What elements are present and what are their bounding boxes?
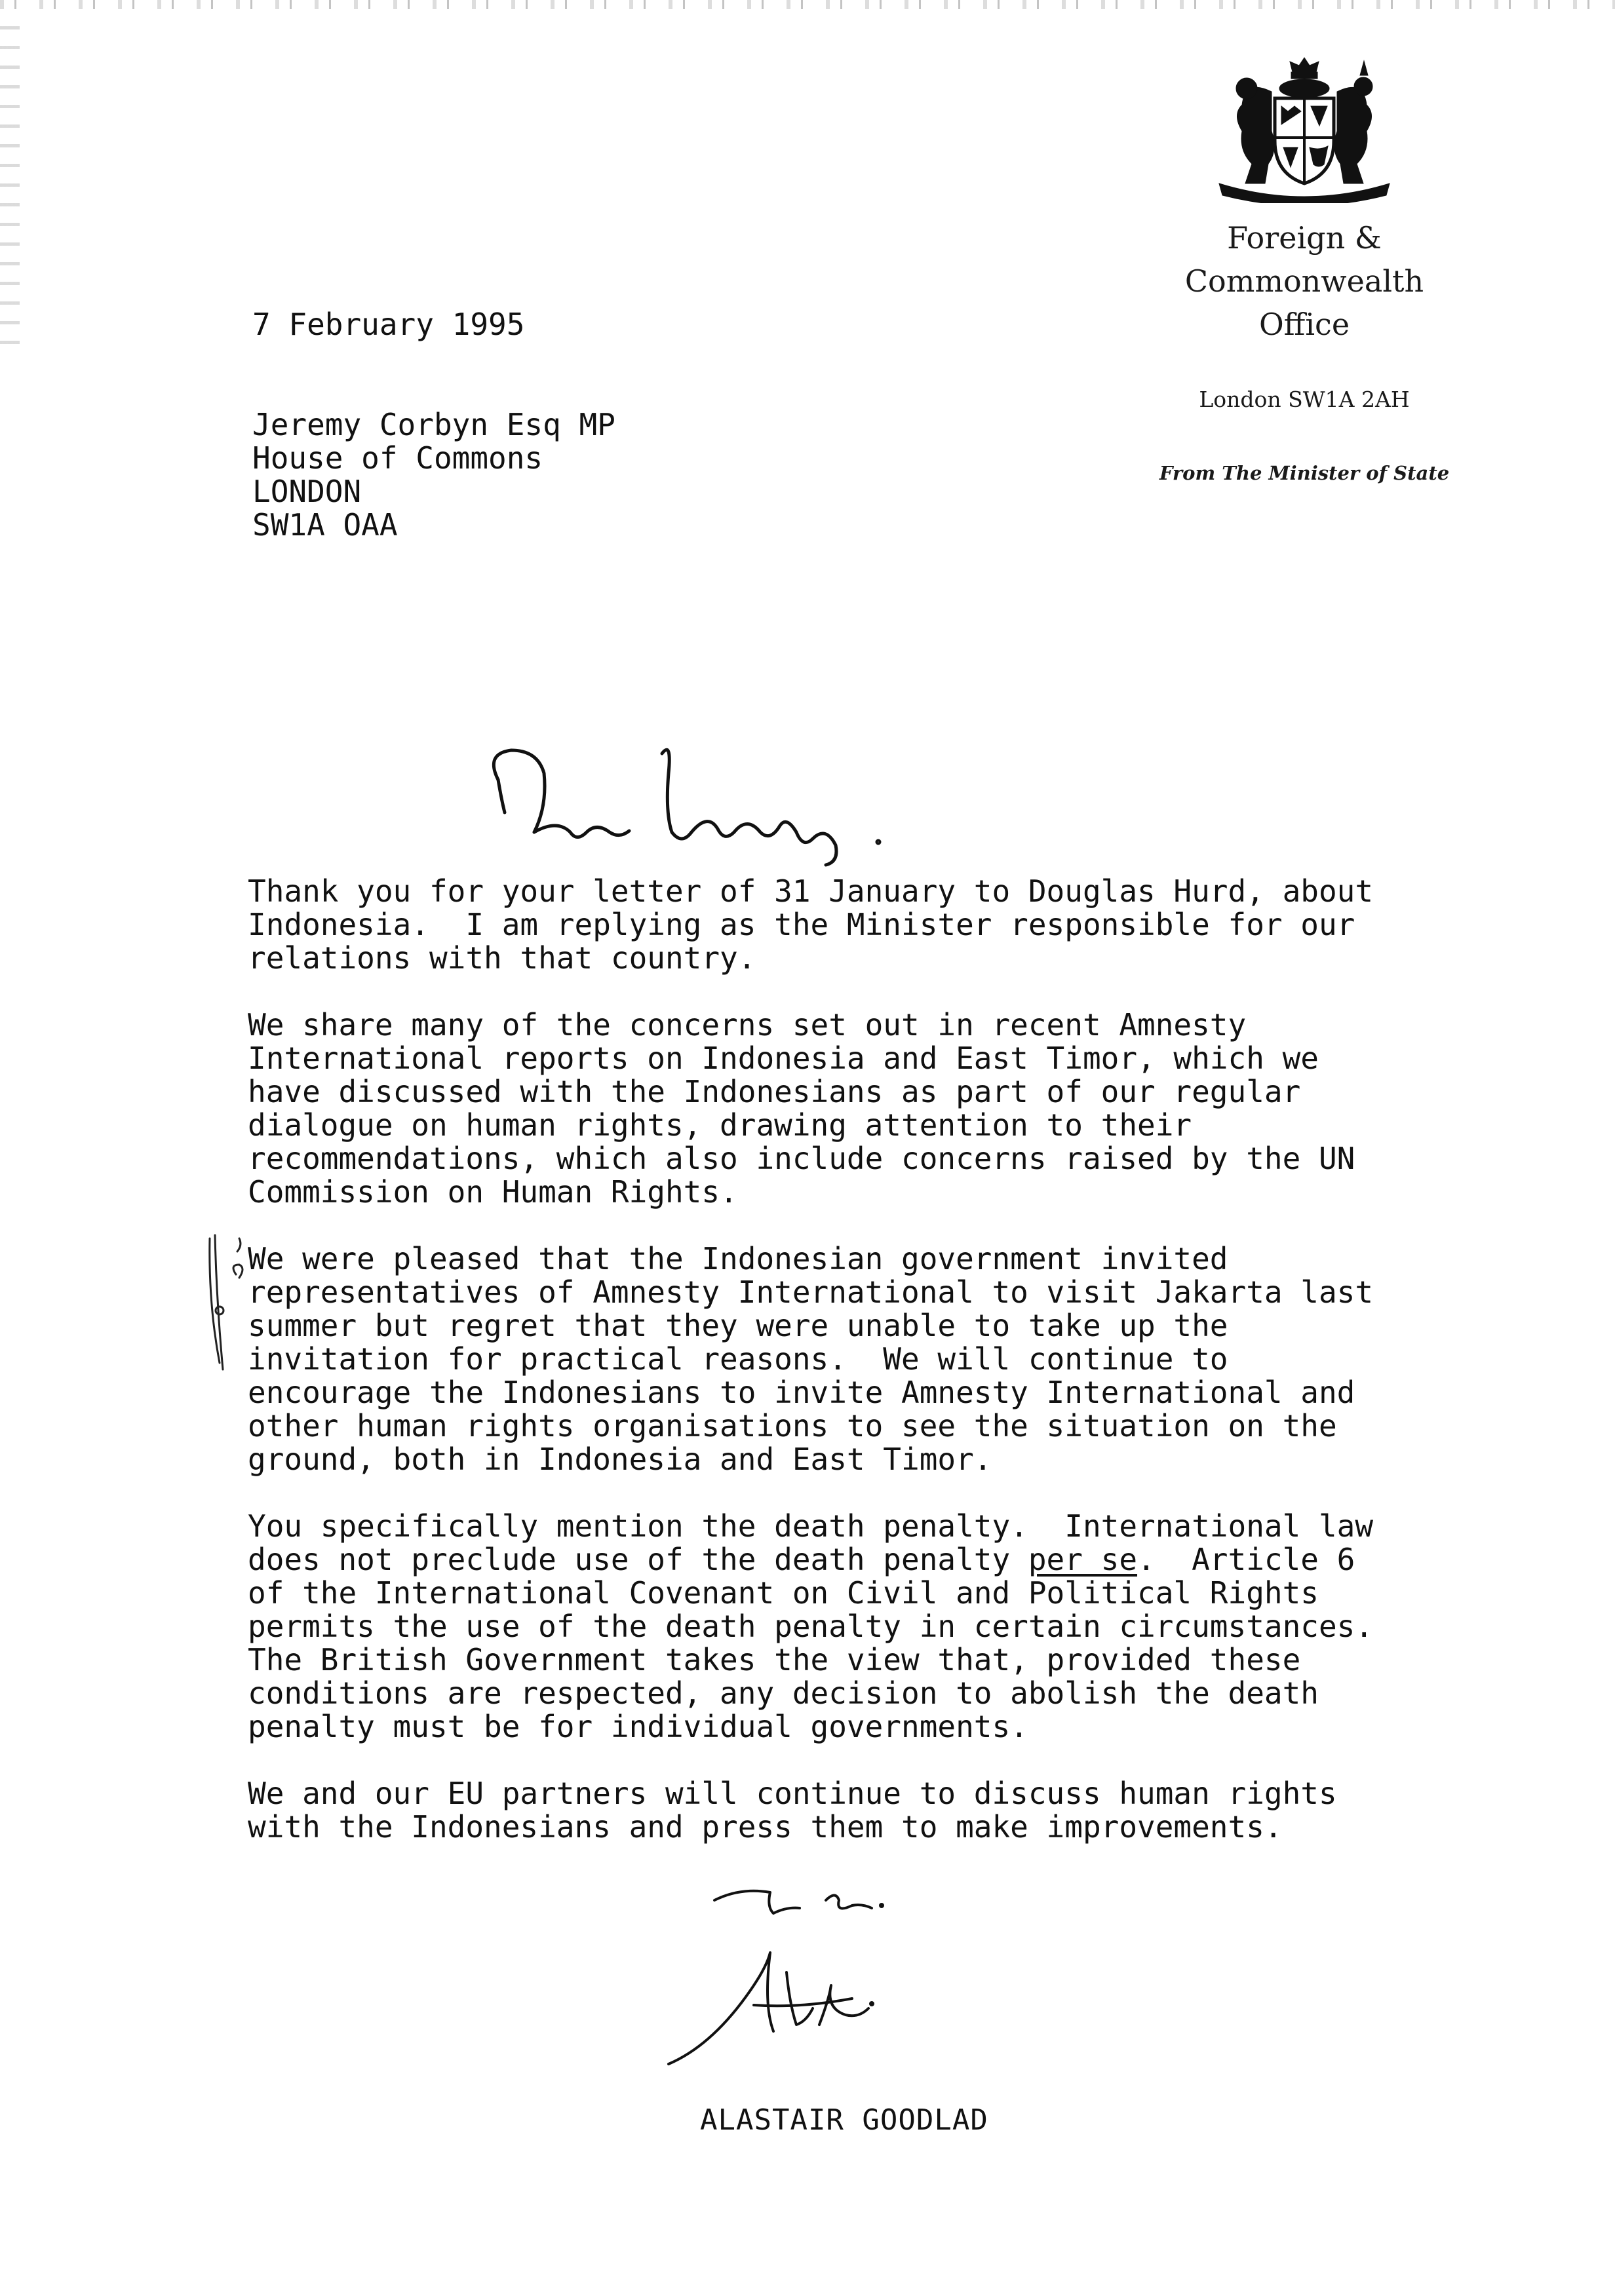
text-span: . Article 6 — [1137, 1542, 1355, 1577]
text-line: We share many of the concerns set out in recent Amnesty — [248, 1007, 1247, 1043]
text-line: Indonesia. I am replying as the Minister responsible for our — [248, 907, 1355, 942]
text-line: Commission on Human Rights. — [248, 1174, 738, 1210]
text-line — [248, 1543, 1546, 1577]
department-line-1: Foreign & — [1227, 220, 1382, 256]
department-line-2: Commonwealth — [1184, 263, 1424, 299]
paragraph-3 — [248, 1242, 1546, 1476]
underlined-latin-phrase: per se — [1028, 1542, 1138, 1577]
addressee-name: Jeremy Corbyn Esq MP — [252, 407, 615, 442]
text-line: conditions are respected, any decision to abolish the death — [248, 1675, 1319, 1711]
text-line: permits the use of the death penalty in certain circumstances. — [248, 1609, 1374, 1644]
text-span: does not preclude use of the death penalty — [248, 1542, 1028, 1577]
text-line: penalty must be for individual governments. — [248, 1709, 1028, 1744]
text-line: dialogue on human rights, drawing attention to their — [248, 1107, 1192, 1143]
addressee-postcode: SW1A OAA — [252, 507, 398, 543]
text-line: representatives of Amnesty International to visit Jakarta last — [248, 1274, 1374, 1310]
text-line: have discussed with the Indonesians as part of our regular — [248, 1074, 1301, 1109]
text-line: We were pleased that the Indonesian government invited — [248, 1241, 1228, 1276]
from-minister-line: From The Minister of State — [1159, 462, 1450, 484]
text-line: recommendations, which also include concerns raised by the UN — [248, 1141, 1355, 1176]
text-line: other human rights organisations to see the situation on the — [248, 1408, 1337, 1444]
text-line: We and our EU partners will continue to discuss human rights — [248, 1776, 1337, 1811]
scan-edge-top — [0, 0, 1615, 9]
handwritten-salutation — [472, 734, 891, 871]
text-line: encourage the Indonesians to invite Amnesty International and — [248, 1375, 1355, 1410]
department-address: London SW1A 2AH — [1199, 387, 1410, 412]
paragraph-5 — [248, 1777, 1546, 1844]
text-line: ground, both in Indonesia and East Timor. — [248, 1442, 992, 1477]
addressee-block — [252, 408, 615, 542]
text-line: You specifically mention the death penalty. International law — [248, 1508, 1374, 1544]
text-line: invitation for practical reasons. We will continue to — [248, 1341, 1228, 1377]
addressee-line-2: House of Commons — [252, 440, 543, 476]
handwritten-signature — [655, 1867, 1049, 2084]
text-line: International reports on Indonesia and East Timor, which we — [248, 1041, 1319, 1076]
margin-annotation-lines — [190, 1232, 262, 1376]
text-line: of the International Covenant on Civil and Political Rights — [248, 1575, 1319, 1611]
royal-coat-of-arms-icon — [1206, 52, 1403, 203]
letter-date: 7 February 1995 — [252, 307, 525, 342]
department-name — [1127, 216, 1481, 346]
text-line: The British Government takes the view that, provided these — [248, 1642, 1301, 1677]
text-line: Thank you for your letter of 31 January to Douglas Hurd, about — [248, 873, 1374, 909]
text-line: with the Indonesians and press them to make improvements. — [248, 1809, 1283, 1845]
text-line: summer but regret that they were unable to take up the — [248, 1308, 1228, 1343]
paragraph-4 — [248, 1510, 1546, 1744]
signatory-name: ALASTAIR GOODLAD — [700, 2103, 988, 2137]
addressee-line-3: LONDON — [252, 474, 362, 509]
department-line-3: Office — [1258, 307, 1350, 342]
paragraph-1 — [248, 875, 1546, 975]
letter-body — [248, 875, 1546, 1877]
paragraph-2 — [248, 1008, 1546, 1209]
scan-edge-left — [0, 26, 20, 354]
text-line: relations with that country. — [248, 940, 756, 976]
